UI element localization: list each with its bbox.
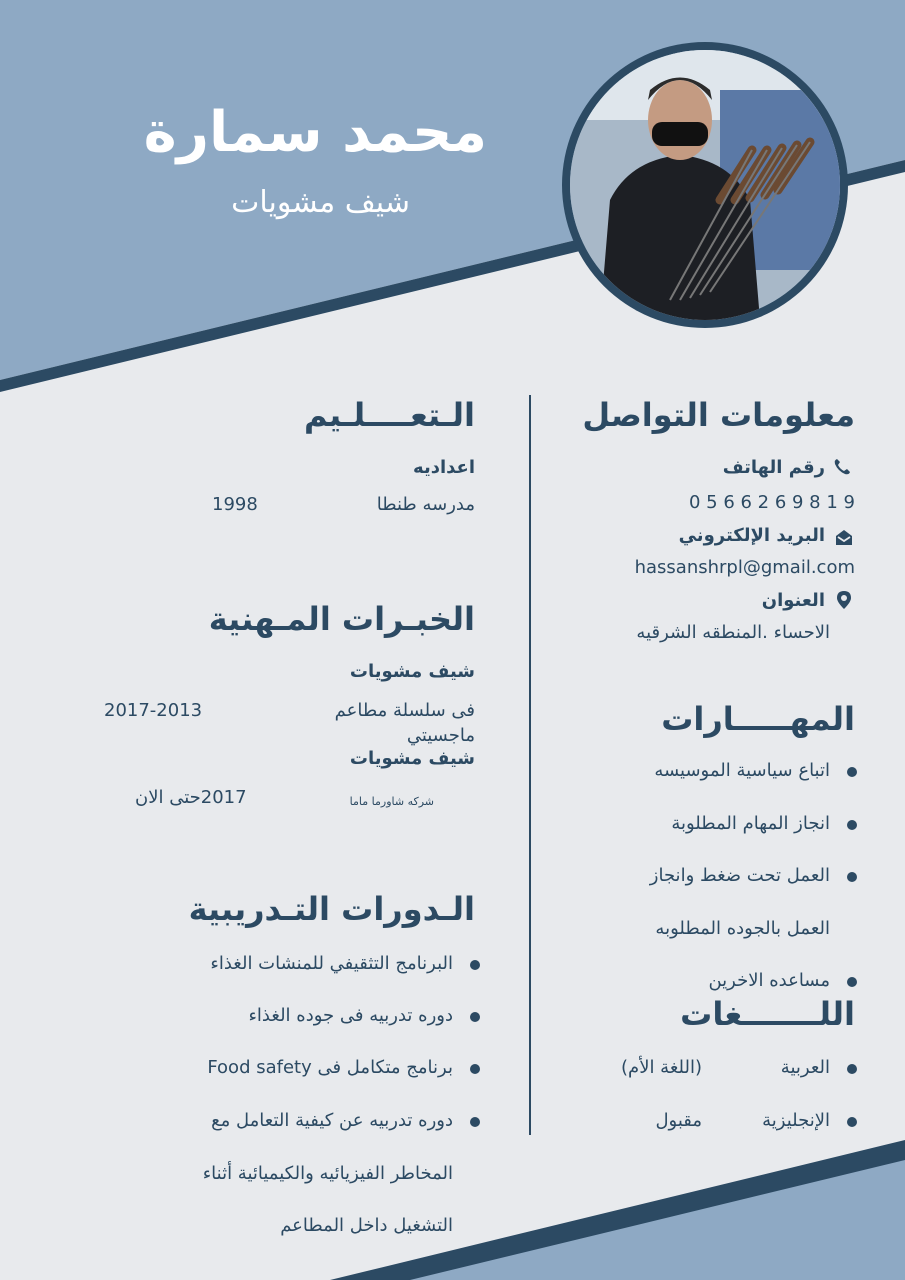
- skill-item: اتباع سياسية الموسيسه: [654, 760, 830, 781]
- job-place-continued: ماجسيتي: [406, 725, 475, 746]
- profile-photo: [562, 42, 848, 328]
- language-level: (اللغة الأم): [621, 1057, 702, 1078]
- education-degree: اعداديه: [413, 457, 475, 478]
- skill-item: انجاز المهام المطلوبة: [671, 813, 830, 834]
- job-place: شركه شاورما ماما: [349, 795, 434, 808]
- course-bullet: [470, 1117, 480, 1127]
- email-label: البريد الإلكتروني: [678, 525, 825, 546]
- course-bullet: [470, 1012, 480, 1022]
- skill-bullet: [847, 820, 857, 830]
- language-level: مقبول: [655, 1110, 702, 1131]
- education-heading: الـتعــــلـيم: [304, 396, 475, 434]
- job-place: فى سلسلة مطاعم: [334, 700, 475, 721]
- job-title: شيف مشويات: [349, 661, 475, 682]
- course-item: دوره تدربيه عن كيفية التعامل مع: [211, 1110, 453, 1131]
- language-bullet: [847, 1117, 857, 1127]
- phone-label: رقم الهاتف: [722, 457, 825, 478]
- chef-photo-illustration: [570, 50, 840, 320]
- phone-icon: [832, 457, 852, 477]
- course-bullet: [470, 960, 480, 970]
- address-value: الاحساء .المنطقه الشرقيه: [636, 622, 830, 643]
- column-divider: [529, 395, 531, 1135]
- job-period: 2017حتى الان: [135, 787, 247, 808]
- education-school: مدرسه طنطا: [376, 494, 475, 515]
- experience-heading: الخبـرات المـهنية: [208, 600, 475, 638]
- course-item: دوره تدربيه فى جوده الغذاء: [248, 1005, 453, 1026]
- course-item: برنامج متكامل فى Food safety: [207, 1057, 453, 1078]
- skills-heading: المهـــــارات: [661, 700, 855, 738]
- address-label: العنوان: [761, 590, 825, 611]
- skill-bullet: [847, 977, 857, 987]
- skill-item: مساعده الاخرين: [708, 970, 830, 991]
- envelope-icon: [834, 528, 854, 548]
- skill-bullet: [847, 872, 857, 882]
- job-period: 2017-2013: [104, 700, 203, 721]
- phone-value: 0 5 6 6 2 6 9 8 1 9: [688, 492, 855, 513]
- education-year: 1998: [212, 494, 258, 515]
- course-bullet: [470, 1064, 480, 1074]
- course-item: البرنامج التثقيفي للمنشات الغذاء: [210, 953, 453, 974]
- course-item: المخاطر الفيزيائيه والكيميائية أثناء: [202, 1163, 453, 1184]
- location-pin-icon: [834, 590, 854, 610]
- contact-heading: معلومات التواصل: [582, 396, 855, 434]
- job-title: شيف مشويات: [349, 748, 475, 769]
- languages-heading: اللـــــــغات: [680, 995, 855, 1033]
- person-name: محمد سمارة: [143, 100, 487, 165]
- skill-bullet: [847, 767, 857, 777]
- language-name: الإنجليزية: [762, 1110, 830, 1131]
- courses-heading: الـدورات التـدريبية: [188, 890, 475, 928]
- email-value[interactable]: hassanshrpl@gmail.com: [634, 557, 855, 578]
- job-title: شيف مشويات: [231, 185, 410, 220]
- language-bullet: [847, 1064, 857, 1074]
- course-item: التشغيل داخل المطاعم: [280, 1215, 453, 1236]
- language-name: العربية: [780, 1057, 830, 1078]
- skill-item: العمل تحت ضغط وانجاز: [649, 865, 830, 886]
- skill-item: العمل بالجوده المطلوبه: [655, 918, 830, 939]
